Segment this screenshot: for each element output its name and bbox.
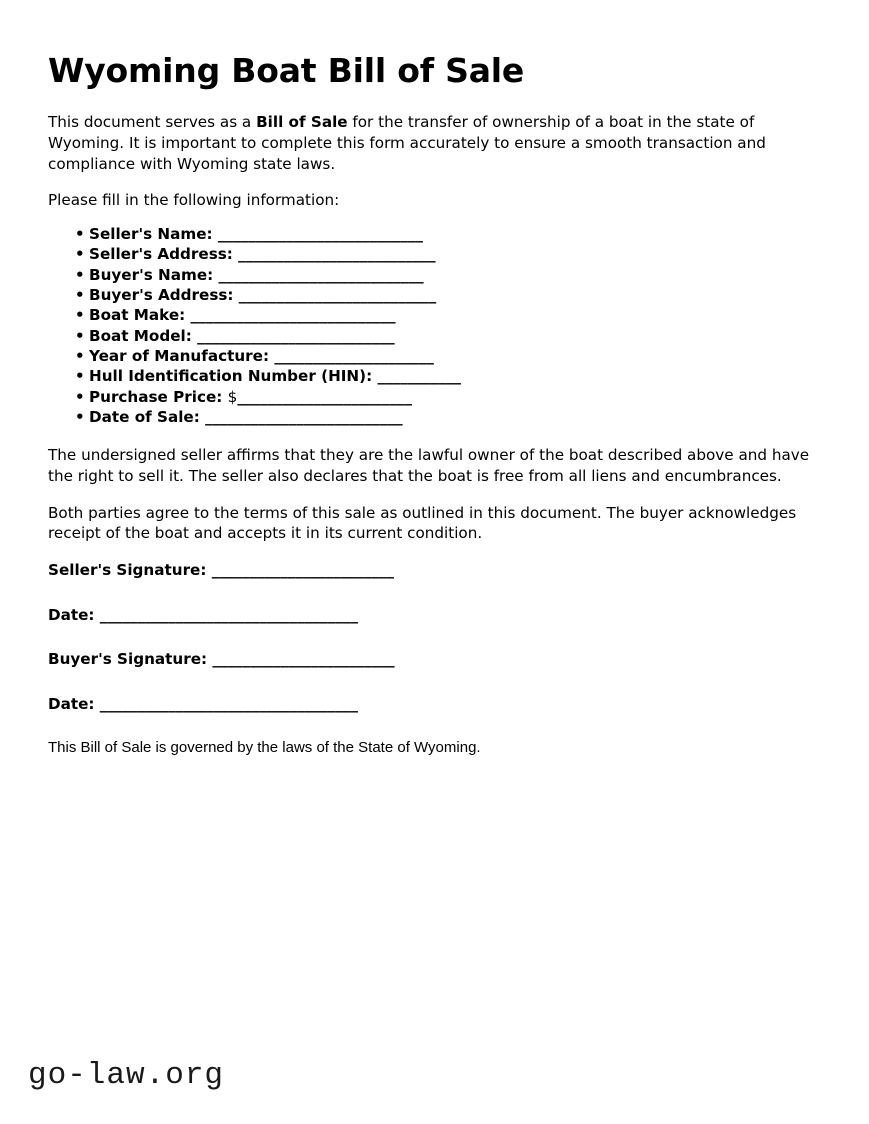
buyer-date-label: Date: [48,694,95,713]
field-blank[interactable]: ___________________________ [218,265,424,284]
buyer-signature-label: Buyer's Signature: [48,650,208,669]
buyer-signature-line [48,649,823,670]
governing-law-line: This Bill of Sale is governed by the laws of the State of Wyoming. [48,739,481,757]
field-prefix: $ [227,387,238,406]
intro-text-before: This document serves as a [48,112,257,131]
list-item [48,366,823,386]
field-blank[interactable]: _____________________ [274,346,434,365]
buyer-date-blank[interactable]: __________________________________ [99,694,358,713]
field-blank[interactable]: __________________________ [197,326,395,345]
intro-paragraph [48,112,823,174]
seller-date-label: Date: [48,605,95,624]
seller-date-blank[interactable]: __________________________________ [99,605,358,624]
seller-signature-label: Seller's Signature: [48,561,207,580]
seller-date-line [48,605,823,626]
list-item [48,305,823,325]
list-item [48,326,823,346]
list-item [48,346,823,366]
field-label: Boat Make: [89,306,186,325]
seller-signature-blank[interactable]: ________________________ [211,561,394,580]
list-item [48,265,823,285]
field-label: Date of Sale: [89,407,200,426]
field-label: Boat Model: [89,326,192,345]
site-watermark: go-law.org [28,1058,225,1093]
list-item [48,285,823,305]
field-label: Purchase Price: [89,387,223,406]
field-label: Buyer's Name: [89,265,214,284]
field-blank[interactable]: ___________________________ [190,306,396,325]
field-blank[interactable]: __________________________ [238,286,437,305]
field-label: Seller's Name: [89,225,213,244]
field-label: Hull Identification Number (HIN): [89,367,373,386]
list-item [48,407,823,427]
list-item [48,387,823,407]
buyer-signature-blank[interactable]: ________________________ [212,650,395,669]
list-item [48,244,823,264]
document-body [48,52,823,758]
instruction-line: Please fill in the following information: [48,191,340,210]
affirmation-paragraph: The undersigned seller affirms that they are the lawful owner of the boat described above and have the right to sell it. The seller also declares that the boat is free from all liens and encumbrances. [48,446,810,485]
list-item [48,224,823,244]
page-title: Wyoming Boat Bill of Sale [48,51,525,90]
intro-text-after: for the transfer of ownership of a boat in the state of Wyoming. It is important to complete this form accurately to ensure a smooth transaction and compliance with Wyoming state laws. [48,112,766,173]
field-blank[interactable]: ___________________________ [217,225,423,244]
field-label: Buyer's Address: [89,286,234,305]
field-blank[interactable]: __________________________ [238,245,436,264]
agreement-paragraph: Both parties agree to the terms of this sale as outlined in this document. The buyer acknowledges receipt of the boat and accepts it in its current condition. [48,503,797,543]
field-label: Seller's Address: [89,245,233,264]
field-blank[interactable]: __________________________ [205,407,403,426]
form-field-list [48,224,823,427]
field-blank[interactable]: _______________________ [237,387,412,406]
field-label: Year of Manufacture: [89,346,270,365]
seller-signature-line [48,560,823,581]
field-blank[interactable]: ___________ [377,367,461,386]
intro-bold-term: Bill of Sale [256,112,348,131]
buyer-date-line [48,694,823,715]
